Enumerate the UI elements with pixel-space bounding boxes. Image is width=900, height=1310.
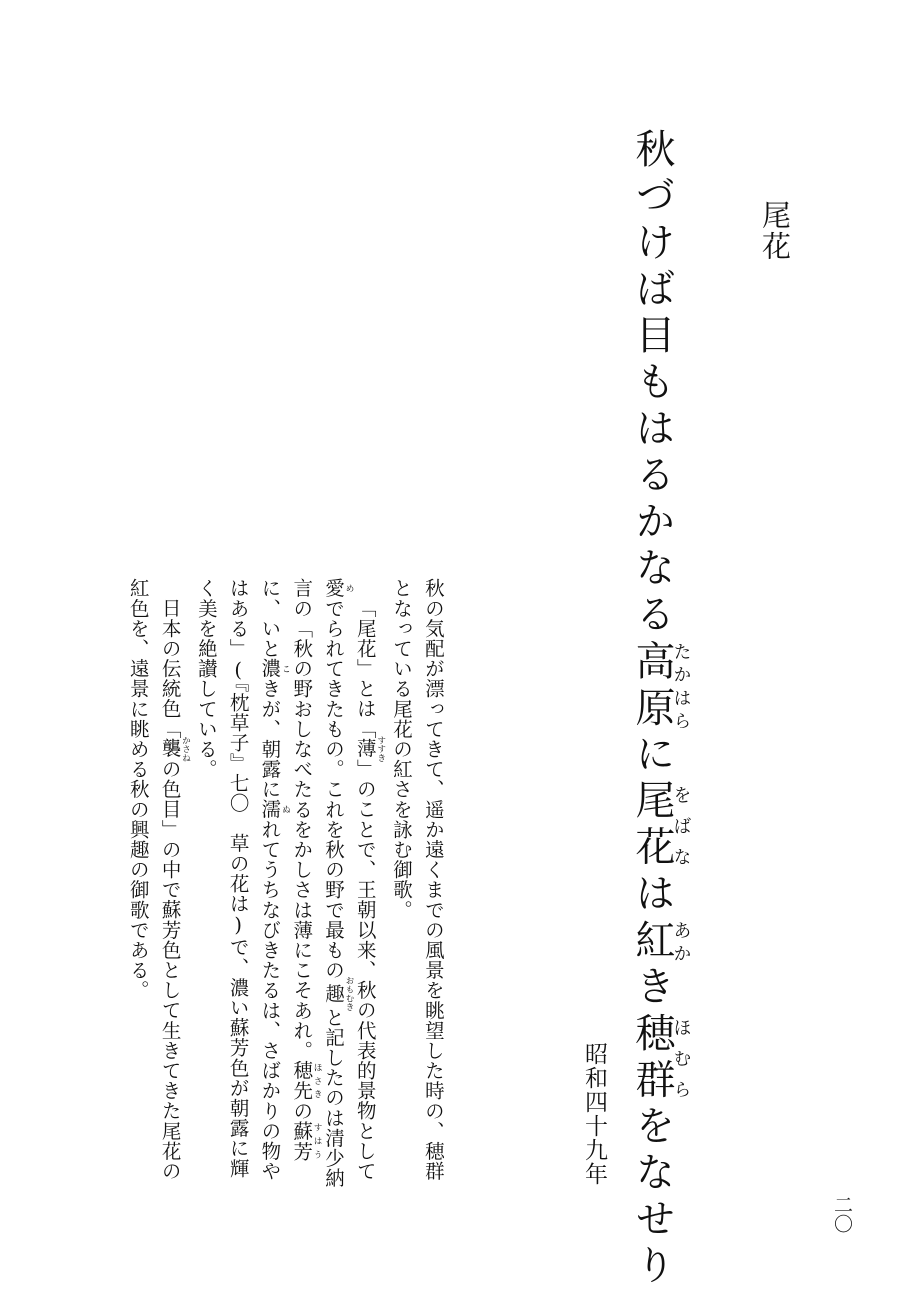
page-number: 二〇: [831, 1195, 853, 1233]
text-run: は: [629, 872, 675, 919]
ruby-word: 趣おもむき: [321, 976, 354, 1012]
ruby-word: 高原たかはら: [629, 639, 692, 733]
text-run: き: [629, 965, 675, 1012]
text-run: 日本の伝統色「: [158, 597, 182, 739]
poem: [629, 128, 692, 1291]
commentary-paragraph: [385, 578, 449, 1198]
text-run: きが、朝露に: [258, 678, 282, 800]
text-run: 「尾花」とは「: [353, 597, 377, 739]
text-run: と記したのは清少納言の「秋の野おしなべたるをかしさは薄にこそあれ。: [290, 578, 345, 1188]
ruby-word: 尾花をばな: [629, 779, 692, 872]
text-run: をなせり: [629, 1104, 675, 1291]
furigana: め: [343, 578, 354, 599]
text-run: 」のことで、王朝以来、秋の代表的景物として: [353, 758, 377, 1181]
text-run: に: [629, 732, 675, 779]
ruby-word: 濡ぬ: [258, 799, 290, 820]
text-run: に、いと: [258, 578, 282, 659]
furigana: こ: [279, 658, 290, 679]
furigana: ぬ: [279, 799, 290, 820]
furigana: すはう: [311, 1120, 322, 1161]
text-run: 秋づけば目もはるかなる: [629, 128, 675, 640]
page-title: 尾花: [758, 200, 792, 262]
furigana: すすき: [375, 735, 386, 762]
text-run: 秋の気配が漂ってきて、遥か遠くまでの風景を眺望した時の、穂群となっている尾花の紅さを詠む御歌。: [390, 578, 445, 1181]
furigana: あか: [670, 918, 692, 965]
ruby-word: 濃こ: [258, 658, 290, 679]
text-run: の: [290, 1100, 314, 1121]
furigana: たかはら: [670, 639, 692, 733]
furigana: おもむき: [343, 976, 354, 1012]
ruby-word: 紅あか: [629, 918, 692, 965]
ruby-word: 穂先ほさき: [290, 1060, 322, 1101]
text-run: でられてきたもの。これを秋の野で最もの: [321, 598, 345, 981]
commentary-paragraph: [122, 578, 190, 1198]
ruby-word: 薄すすき: [353, 735, 386, 762]
furigana: をばな: [670, 779, 692, 872]
furigana: ほさき: [311, 1060, 322, 1101]
ruby-word: 襲かさね: [158, 735, 191, 762]
text-run: の色目」の中で蘇芳色として生きてきた尾花の紅色を、遠景に眺める秋の興趣の御歌である。: [126, 578, 182, 1181]
text-run: れてうちなびきたるは、さばかりの物やはある」(『枕草子』七〇 草の花は)で、濃い蘇芳色が朝露に輝く美を絶讃している。: [194, 578, 282, 1182]
ruby-word: 愛め: [321, 578, 354, 599]
ruby-word: 蘇芳すはう: [290, 1120, 322, 1161]
furigana: かさね: [180, 735, 191, 762]
era-date: 昭和四十九年: [581, 1042, 607, 1186]
ruby-word: 穂群ほむら: [629, 1011, 692, 1105]
furigana: ほむら: [670, 1011, 692, 1105]
commentary: [122, 578, 449, 1198]
commentary-paragraph: [190, 578, 385, 1198]
